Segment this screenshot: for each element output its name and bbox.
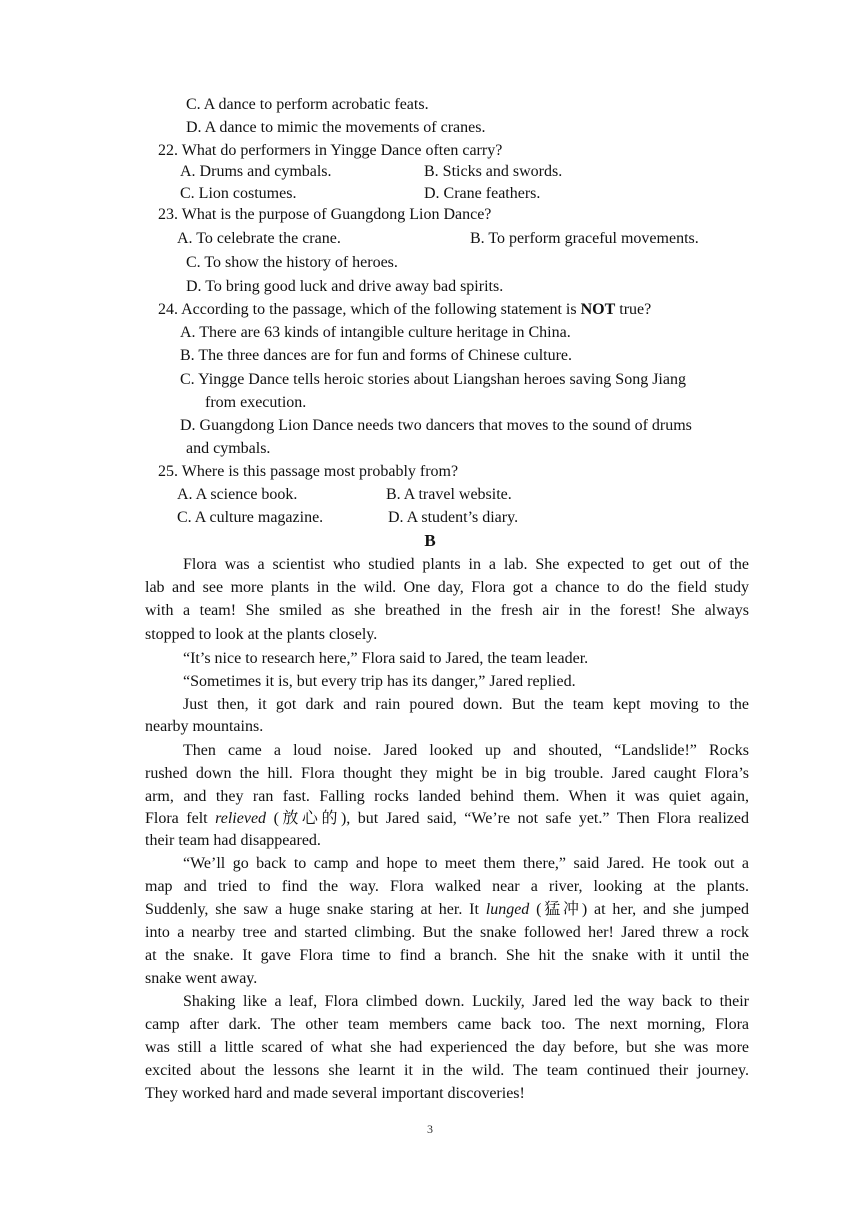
q23-question: 23. What is the purpose of Guangdong Lion Dance? [158,206,492,223]
p7-line4: excited about the lessons she learnt it in the wild. The team continued their journey. [145,1062,749,1079]
p7-line2: camp after dark. The other team members came back too. The next morning, Flora [145,1016,749,1033]
p5-line5: their team had disappeared. [145,832,321,849]
p6-line3 [145,899,749,921]
q22-option-a: A. Drums and cymbals. [180,163,332,180]
q23-option-a: A. To celebrate the crane. [177,230,341,247]
p5-line2: rushed down the hill. Flora thought they might be in big trouble. Jared caught Flora’s [145,765,749,782]
p6-line3-pre: Suddenly, she saw a huge snake staring at her. It [145,901,486,918]
q23-option-d: D. To bring good luck and drive away bad spirits. [186,278,504,295]
p4-line2: nearby mountains. [145,718,264,735]
section-b-heading: B [424,531,436,550]
q25-option-b: B. A travel website. [386,486,512,503]
q21-option-c: C. A dance to perform acrobatic feats. [186,96,429,113]
q24-question-pre: 24. According to the passage, which of the following statement is [158,301,581,318]
p6-line3-post: (猛冲) at her, and she jumped [529,901,749,918]
p5-line4 [145,808,749,830]
p7-line5: They worked hard and made several important discoveries! [145,1085,525,1102]
q24-option-d-line2: and cymbals. [186,440,271,457]
p1-line1: Flora was a scientist who studied plants in a lab. She expected to get out of the [183,556,749,573]
q24-option-b: B. The three dances are for fun and forms of Chinese culture. [180,347,573,364]
q24-option-c-line1: C. Yingge Dance tells heroic stories about Liangshan heroes saving Song Jiang [180,371,686,388]
q24-question [158,299,651,321]
p1-line3: with a team! She smiled as she breathed in the fresh air in the forest! She always [145,602,749,619]
p5-line4-pre: Flora felt [145,810,216,827]
page-number: 3 [427,1122,433,1136]
word-lunged: lunged [485,901,530,918]
p6-line4: into a nearby tree and started climbing. But the snake followed her! Jared threw a rock [145,924,749,941]
q25-question: 25. Where is this passage most probably from? [158,463,459,480]
q24-question-emphasis: NOT [580,301,616,318]
p5-line3: arm, and they ran fast. Falling rocks landed behind them. When it was quiet again, [145,788,749,805]
p6-line2: map and tried to find the way. Flora walked near a river, looking at the plants. [145,878,749,895]
q24-option-c-line2: from execution. [205,394,307,411]
q25-option-a: A. A science book. [177,486,298,503]
q23-option-c: C. To show the history of heroes. [186,254,398,271]
p3-line1: “Sometimes it is, but every trip has its danger,” Jared replied. [183,673,576,690]
p6-line1: “We’ll go back to camp and hope to meet them there,” said Jared. He took out a [183,855,749,872]
q22-option-c: C. Lion costumes. [180,185,297,202]
q22-option-b: B. Sticks and swords. [424,163,563,180]
p5-line1: Then came a loud noise. Jared looked up and shouted, “Landslide!” Rocks [183,742,749,759]
q21-option-d: D. A dance to mimic the movements of cranes. [186,119,486,136]
p6-line5: at the snake. It gave Flora time to find a branch. She hit the snake with it until the [145,947,749,964]
p5-line4-post: (放心的), but Jared said, “We’re not safe yet.” Then Flora realized [266,810,749,827]
p1-line4: stopped to look at the plants closely. [145,626,378,643]
p7-line3: was still a little scared of what she had experienced the day before, but she was more [145,1039,749,1056]
q25-option-c: C. A culture magazine. [177,509,324,526]
word-relieved: relieved [215,810,267,827]
p7-line1: Shaking like a leaf, Flora climbed down. Luckily, Jared led the way back to their [183,993,749,1010]
p2-line1: “It’s nice to research here,” Flora said to Jared, the team leader. [183,650,589,667]
q24-option-d-line1: D. Guangdong Lion Dance needs two dancers that moves to the sound of drums [180,417,692,434]
p6-line6: snake went away. [145,970,258,987]
q22-option-d: D. Crane feathers. [424,185,541,202]
p1-line2: lab and see more plants in the wild. One day, Flora got a chance to do the field study [145,579,749,596]
q24-option-a: A. There are 63 kinds of intangible culture heritage in China. [180,324,571,341]
q23-option-b: B. To perform graceful movements. [470,230,699,247]
q25-option-d: D. A student’s diary. [388,509,519,526]
q24-question-post: true? [615,301,652,318]
q22-question: 22. What do performers in Yingge Dance often carry? [158,142,503,159]
p4-line1: Just then, it got dark and rain poured down. But the team kept moving to the [183,696,749,713]
